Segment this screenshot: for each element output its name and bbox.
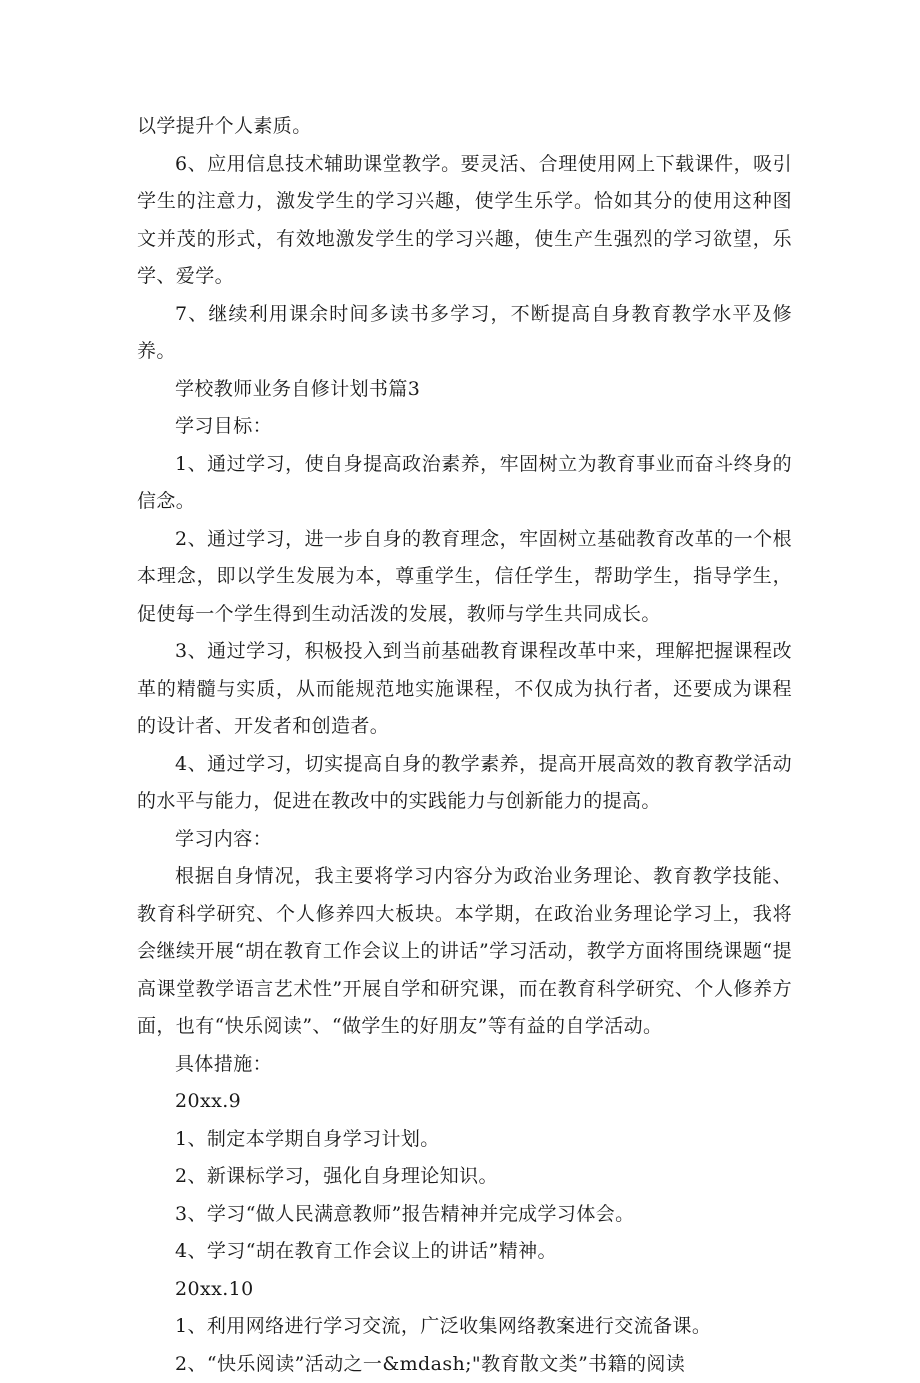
measure-item-oct-1: 1、利用网络进行学习交流，广泛收集网络教案进行交流备课。 xyxy=(137,1308,792,1346)
paragraph-continuation: 以学提升个人素质。 xyxy=(137,108,792,146)
heading-measures: 具体措施： xyxy=(137,1046,792,1084)
paragraph-item-7: 7、继续利用课余时间多读书多学习，不断提高自身教育教学水平及修养。 xyxy=(137,296,792,371)
measure-item-sep-4: 4、学习“胡在教育工作会议上的讲话”精神。 xyxy=(137,1233,792,1271)
measure-item-oct-2: 2、“快乐阅读”活动之一&mdash;"教育散文类”书籍的阅读 xyxy=(137,1346,792,1383)
measure-item-sep-1: 1、制定本学期自身学习计划。 xyxy=(137,1121,792,1159)
goal-item-4: 4、通过学习，切实提高自身的教学素养，提高开展高效的教育教学活动的水平与能力，促进在教改中的实践能力与创新能力的提高。 xyxy=(137,746,792,821)
measure-item-sep-2: 2、新课标学习，强化自身理论知识。 xyxy=(137,1158,792,1196)
heading-learning-content: 学习内容： xyxy=(137,821,792,859)
goal-item-3: 3、通过学习，积极投入到当前基础教育课程改革中来，理解把握课程改革的精髓与实质，从而能规范地实施课程，不仅成为执行者，还要成为课程的设计者、开发者和创造者。 xyxy=(137,633,792,746)
section-title: 学校教师业务自修计划书篇3 xyxy=(137,371,792,409)
content-paragraph: 根据自身情况，我主要将学习内容分为政治业务理论、教育教学技能、教育科学研究、个人修养四大板块。本学期，在政治业务理论学习上，我将会继续开展“胡在教育工作会议上的讲话”学习活动，教学方面将围绕课题“提高课堂教学语言艺术性”开展自学和研究课，而在教育科学研究、个人修养方面，也有“快乐阅读”、“做学生的好朋友”等有益的自学活动。 xyxy=(137,858,792,1046)
month-heading-october: 20xx.10 xyxy=(137,1271,792,1309)
heading-learning-goals: 学习目标： xyxy=(137,408,792,446)
paragraph-item-6: 6、应用信息技术辅助课堂教学。要灵活、合理使用网上下载课件，吸引学生的注意力，激发学生的学习兴趣，使学生乐学。恰如其分的使用这种图文并茂的形式，有效地激发学生的学习兴趣，使生产生强烈的学习欲望，乐学、爱学。 xyxy=(137,146,792,296)
goal-item-2: 2、通过学习，进一步自身的教育理念，牢固树立基础教育改革的一个根本理念，即以学生发展为本，尊重学生，信任学生，帮助学生，指导学生，促使每一个学生得到生动活泼的发展，教师与学生共同成长。 xyxy=(137,521,792,634)
document-body xyxy=(137,108,792,1383)
month-heading-september: 20xx.9 xyxy=(137,1083,792,1121)
measure-item-sep-3: 3、学习“做人民满意教师”报告精神并完成学习体会。 xyxy=(137,1196,792,1234)
goal-item-1: 1、通过学习，使自身提高政治素养，牢固树立为教育事业而奋斗终身的信念。 xyxy=(137,446,792,521)
